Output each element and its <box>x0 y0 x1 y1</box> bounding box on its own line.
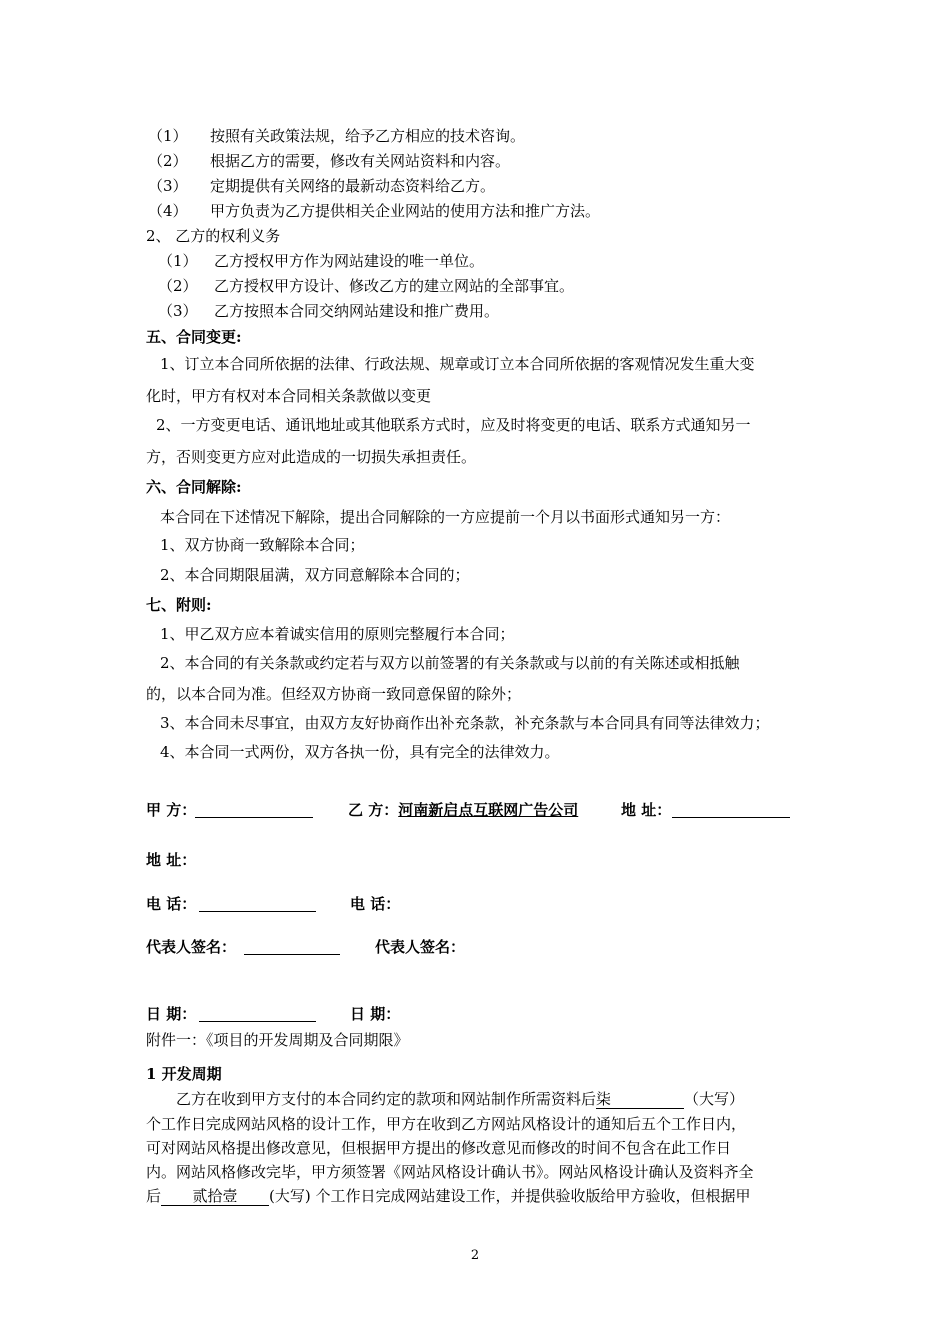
party-b-duty-2: （2） 乙方授权甲方设计、修改乙方的建立网站的全部事宜。 <box>158 277 575 295</box>
appendix-line-3: 可对网站风格提出修改意见，但根据甲方提出的修改意见而修改的时间不包含在此工作日 <box>146 1139 732 1157</box>
address-label-right: 地 址： <box>621 801 672 819</box>
section-7-item-3: 3、本合同未尽事宜，由双方友好协商作出补充条款，补充条款与本合同具有同等法律效力； <box>160 714 770 732</box>
section-7-item-2a: 2、本合同的有关条款或约定若与双方以前签署的有关条款或与以前的有关陈述或相抵触 <box>160 654 740 672</box>
party-b-duty-1: （1） 乙方授权甲方作为网站建设的唯一单位。 <box>158 252 485 270</box>
party-a-date-label: 日 期： <box>146 1005 197 1023</box>
section-7-item-1: 1、甲乙双方应本着诚实信用的原则完整履行本合同； <box>160 625 515 643</box>
appendix-line-2: 个工作日完成网站风格的设计工作，甲方在收到乙方网站风格设计的通知后五个工作日内， <box>146 1115 747 1133</box>
build-days: 贰拾壹 <box>161 1188 269 1206</box>
party-a-duty-2: （2） 根据乙方的需要，修改有关网站资料和内容。 <box>148 152 511 170</box>
party-a-date-blank <box>199 1005 316 1022</box>
section-5-p2b: 方，否则变更方应对此造成的一切损失承担责任。 <box>146 448 477 466</box>
party-b-duty-3: （3） 乙方按照本合同交纳网站建设和推广费用。 <box>158 302 500 320</box>
party-b-phone-label: 电 话： <box>350 895 401 913</box>
address-label: 地 址： <box>146 851 197 869</box>
section-5-p1a: 1、订立本合同所依据的法律、行政法规、规章或订立本合同所依据的客观情况发生重大变 <box>160 355 755 373</box>
party-a-rep-blank <box>244 938 340 955</box>
party-b-label: 乙 方：河南新启点互联网广告公司 <box>348 800 588 820</box>
section-6-item-1: 1、双方协商一致解除本合同； <box>160 536 365 554</box>
address-blank-right <box>672 801 790 818</box>
party-a-phone-blank <box>199 895 316 912</box>
party-b-heading: 2、 乙方的权利义务 <box>146 227 281 245</box>
party-b-date-label: 日 期： <box>350 1005 401 1023</box>
section-5-p2a: 2、一方变更电话、通讯地址或其他联系方式时，应及时将变更的电话、联系方式通知另一 <box>156 416 751 434</box>
party-a-rep-label: 代表人签名： <box>146 938 237 956</box>
section-7-item-2b: 的，以本合同为准。但经双方协商一致同意保留的除外； <box>146 685 522 703</box>
party-a-blank <box>195 801 313 818</box>
section-5-p1b: 化时，甲方有权对本合同相关条款做以变更 <box>146 387 432 405</box>
party-a-label: 甲 方： <box>146 801 197 819</box>
party-a-duty-3: （3） 定期提供有关网络的最新动态资料给乙方。 <box>148 177 496 195</box>
party-b-name: 河南新启点互联网广告公司 <box>398 801 579 819</box>
page-number: 2 <box>470 1248 480 1263</box>
appendix-line-1: 乙方在收到甲方支付的本合同约定的款项和网站制作所需资料后柒 （大写） <box>176 1090 745 1108</box>
party-b-rep-label: 代表人签名： <box>375 938 466 956</box>
section-5-title: 五、合同变更: <box>146 328 242 346</box>
appendix-line-4: 内。网站风格修改完毕，甲方须签署《网站风格设计确认书》。网站风格设计确认及资料齐全 <box>146 1163 754 1181</box>
section-7-title: 七、附则: <box>146 596 212 614</box>
party-a-duty-1: （1） 按照有关政策法规，给予乙方相应的技术咨询。 <box>148 127 526 145</box>
appendix-heading: 1 开发周期 <box>146 1065 222 1083</box>
party-a-duty-4: （4） 甲方负责为乙方提供相关企业网站的使用方法和推广方法。 <box>148 202 601 220</box>
section-7-item-4: 4、本合同一式两份，双方各执一份，具有完全的法律效力。 <box>160 743 560 761</box>
design-days: 柒 <box>596 1091 684 1109</box>
party-a-phone-label: 电 话： <box>146 895 197 913</box>
appendix-line-5: 后 贰拾壹 (大写) 个工作日完成网站建设工作，并提供验收版给甲方验收，但根据甲 <box>146 1187 751 1205</box>
section-6-intro: 本合同在下述情况下解除，提出合同解除的一方应提前一个月以书面形式通知另一方： <box>160 508 731 526</box>
section-6-item-2: 2、本合同期限届满，双方同意解除本合同的； <box>160 566 470 584</box>
section-6-title: 六、合同解除: <box>146 478 242 496</box>
appendix-title: 附件一：《项目的开发周期及合同期限》 <box>146 1031 409 1049</box>
